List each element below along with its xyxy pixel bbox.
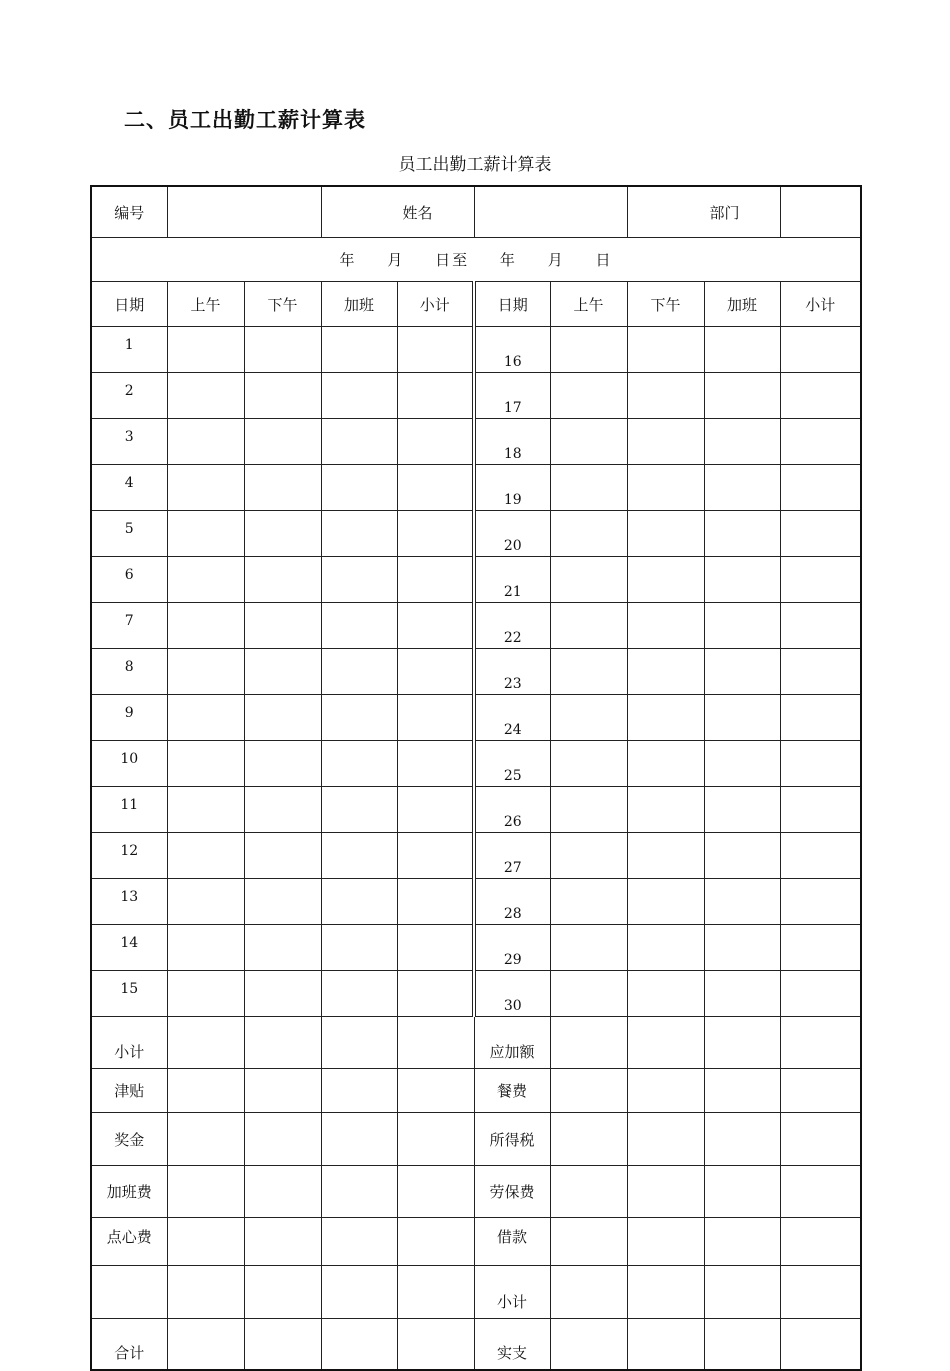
end-year: 年 (499, 251, 517, 269)
amount-cell[interactable] (321, 1166, 397, 1218)
hours-cell[interactable] (780, 465, 861, 511)
hours-cell[interactable] (780, 833, 861, 879)
hours-cell[interactable] (244, 465, 321, 511)
name-field[interactable] (474, 186, 627, 238)
day-number: 20 (474, 511, 550, 557)
amount-cell[interactable] (244, 1017, 321, 1069)
hours-cell[interactable] (167, 327, 244, 373)
amount-cell[interactable] (321, 1266, 397, 1319)
hours-cell[interactable] (321, 557, 397, 603)
id-field[interactable] (167, 186, 321, 238)
hours-cell[interactable] (627, 741, 704, 787)
amount-cell[interactable] (550, 1218, 627, 1266)
day-row (91, 327, 861, 373)
column-header: 日期 (91, 282, 167, 327)
hours-cell[interactable] (244, 833, 321, 879)
hours-cell[interactable] (704, 465, 780, 511)
hours-cell[interactable] (550, 373, 627, 419)
amount-cell[interactable] (550, 1017, 627, 1069)
hours-cell[interactable] (167, 649, 244, 695)
day-number: 18 (474, 419, 550, 465)
day-number: 16 (474, 327, 550, 373)
amount-cell[interactable] (704, 1218, 780, 1266)
hours-cell[interactable] (627, 327, 704, 373)
amount-cell[interactable] (704, 1017, 780, 1069)
day-number: 27 (474, 833, 550, 879)
hours-cell[interactable] (550, 603, 627, 649)
hours-cell[interactable] (550, 695, 627, 741)
day-row (91, 465, 861, 511)
summary-label: 合计 (91, 1319, 167, 1371)
hours-cell[interactable] (244, 925, 321, 971)
day-row (91, 373, 861, 419)
hours-cell[interactable] (627, 557, 704, 603)
amount-cell[interactable] (780, 1266, 861, 1319)
amount-cell[interactable] (321, 1319, 397, 1371)
dept-label: 部门 (627, 186, 780, 238)
hours-cell[interactable] (704, 649, 780, 695)
hours-cell[interactable] (397, 419, 474, 465)
hours-cell[interactable] (167, 695, 244, 741)
hours-cell[interactable] (704, 327, 780, 373)
id-label: 编号 (91, 186, 167, 238)
day-number: 24 (474, 695, 550, 741)
amount-cell[interactable] (704, 1113, 780, 1166)
amount-cell[interactable] (550, 1069, 627, 1113)
hours-cell[interactable] (780, 787, 861, 833)
hours-cell[interactable] (704, 925, 780, 971)
summary-row (91, 1166, 861, 1218)
day-number: 23 (474, 649, 550, 695)
hours-cell[interactable] (780, 879, 861, 925)
day-row (91, 971, 861, 1017)
day-number: 13 (91, 879, 167, 925)
hours-cell[interactable] (167, 787, 244, 833)
amount-cell[interactable] (704, 1319, 780, 1371)
summary-label: 餐费 (474, 1069, 550, 1113)
amount-cell[interactable] (627, 1017, 704, 1069)
day-row (91, 879, 861, 925)
summary-row (91, 1319, 861, 1371)
day-number: 4 (91, 465, 167, 511)
amount-cell[interactable] (321, 1017, 397, 1069)
amount-cell[interactable] (397, 1166, 474, 1218)
hours-cell[interactable] (321, 327, 397, 373)
amount-cell[interactable] (397, 1017, 474, 1069)
day-row (91, 603, 861, 649)
hours-cell[interactable] (780, 695, 861, 741)
hours-cell[interactable] (550, 419, 627, 465)
end-day: 日 (595, 251, 613, 269)
hours-cell[interactable] (167, 833, 244, 879)
date-range-row (91, 238, 861, 282)
day-number: 28 (474, 879, 550, 925)
summary-label: 加班费 (91, 1166, 167, 1218)
amount-cell[interactable] (397, 1266, 474, 1319)
amount-cell[interactable] (244, 1113, 321, 1166)
amount-cell[interactable] (397, 1218, 474, 1266)
hours-cell[interactable] (550, 327, 627, 373)
header-row (91, 186, 861, 238)
hours-cell[interactable] (627, 695, 704, 741)
hours-cell[interactable] (780, 419, 861, 465)
amount-cell[interactable] (780, 1319, 861, 1371)
day-number: 29 (474, 925, 550, 971)
amount-cell[interactable] (397, 1069, 474, 1113)
hours-cell[interactable] (704, 879, 780, 925)
summary-label: 所得税 (474, 1113, 550, 1166)
hours-cell[interactable] (244, 879, 321, 925)
hours-cell[interactable] (167, 741, 244, 787)
hours-cell[interactable] (397, 695, 474, 741)
hours-cell[interactable] (321, 879, 397, 925)
hours-cell[interactable] (704, 695, 780, 741)
hours-cell[interactable] (244, 511, 321, 557)
amount-cell[interactable] (627, 1069, 704, 1113)
amount-cell[interactable] (167, 1218, 244, 1266)
hours-cell[interactable] (321, 787, 397, 833)
hours-cell[interactable] (397, 833, 474, 879)
amount-cell[interactable] (627, 1266, 704, 1319)
hours-cell[interactable] (550, 557, 627, 603)
summary-label: 借款 (474, 1218, 550, 1266)
amount-cell[interactable] (244, 1319, 321, 1371)
column-header: 加班 (704, 282, 780, 327)
hours-cell[interactable] (627, 419, 704, 465)
summary-label (91, 1266, 167, 1319)
hours-cell[interactable] (780, 741, 861, 787)
summary-row (91, 1266, 861, 1319)
hours-cell[interactable] (321, 373, 397, 419)
hours-cell[interactable] (780, 649, 861, 695)
hours-cell[interactable] (550, 787, 627, 833)
hours-cell[interactable] (244, 557, 321, 603)
hours-cell[interactable] (321, 971, 397, 1017)
amount-cell[interactable] (244, 1266, 321, 1319)
hours-cell[interactable] (321, 741, 397, 787)
day-number: 11 (91, 787, 167, 833)
column-header-row (91, 282, 861, 327)
summary-label: 劳保费 (474, 1166, 550, 1218)
summary-row (91, 1113, 861, 1166)
summary-row (91, 1069, 861, 1113)
hours-cell[interactable] (704, 787, 780, 833)
hours-cell[interactable] (704, 833, 780, 879)
end-month: 月 (547, 251, 565, 269)
hours-cell[interactable] (397, 971, 474, 1017)
hours-cell[interactable] (780, 511, 861, 557)
hours-cell[interactable] (704, 373, 780, 419)
hours-cell[interactable] (321, 465, 397, 511)
summary-label: 应加额 (474, 1017, 550, 1069)
amount-cell[interactable] (780, 1017, 861, 1069)
hours-cell[interactable] (321, 833, 397, 879)
hours-cell[interactable] (397, 879, 474, 925)
amount-cell[interactable] (780, 1218, 861, 1266)
hours-cell[interactable] (244, 695, 321, 741)
day-number: 14 (91, 925, 167, 971)
hours-cell[interactable] (704, 511, 780, 557)
name-label: 姓名 (321, 186, 474, 238)
hours-cell[interactable] (627, 511, 704, 557)
hours-cell[interactable] (627, 925, 704, 971)
dept-field[interactable] (780, 186, 861, 238)
amount-cell[interactable] (321, 1113, 397, 1166)
day-number: 21 (474, 557, 550, 603)
day-row (91, 557, 861, 603)
hours-cell[interactable] (627, 879, 704, 925)
hours-cell[interactable] (627, 373, 704, 419)
hours-cell[interactable] (321, 649, 397, 695)
amount-cell[interactable] (550, 1166, 627, 1218)
hours-cell[interactable] (244, 787, 321, 833)
hours-cell[interactable] (167, 557, 244, 603)
amount-cell[interactable] (244, 1218, 321, 1266)
start-year: 年 (339, 251, 357, 269)
table-title: 员工出勤工薪计算表 (398, 155, 552, 175)
amount-cell[interactable] (704, 1166, 780, 1218)
start-month: 月 (387, 251, 405, 269)
payroll-table (90, 185, 862, 1371)
column-header: 上午 (550, 282, 627, 327)
amount-cell[interactable] (244, 1166, 321, 1218)
amount-cell[interactable] (627, 1319, 704, 1371)
hours-cell[interactable] (397, 511, 474, 557)
hours-cell[interactable] (244, 419, 321, 465)
day-number: 2 (91, 373, 167, 419)
day-number: 6 (91, 557, 167, 603)
hours-cell[interactable] (397, 327, 474, 373)
amount-cell[interactable] (321, 1218, 397, 1266)
amount-cell[interactable] (321, 1069, 397, 1113)
day-number: 30 (474, 971, 550, 1017)
hours-cell[interactable] (550, 649, 627, 695)
column-header: 加班 (321, 282, 397, 327)
hours-cell[interactable] (397, 557, 474, 603)
hours-cell[interactable] (244, 327, 321, 373)
hours-cell[interactable] (550, 741, 627, 787)
day-number: 1 (91, 327, 167, 373)
date-range[interactable] (91, 238, 861, 282)
hours-cell[interactable] (550, 465, 627, 511)
column-header: 小计 (397, 282, 474, 327)
summary-row (91, 1017, 861, 1069)
amount-cell[interactable] (550, 1113, 627, 1166)
hours-cell[interactable] (704, 557, 780, 603)
hours-cell[interactable] (397, 741, 474, 787)
hours-cell[interactable] (780, 603, 861, 649)
amount-cell[interactable] (627, 1218, 704, 1266)
section-heading: 二、员工出勤工薪计算表 (124, 108, 366, 132)
day-number: 15 (91, 971, 167, 1017)
summary-label: 小计 (91, 1017, 167, 1069)
day-row (91, 649, 861, 695)
hours-cell[interactable] (550, 925, 627, 971)
amount-cell[interactable] (167, 1266, 244, 1319)
hours-cell[interactable] (627, 603, 704, 649)
column-header: 下午 (627, 282, 704, 327)
day-number: 25 (474, 741, 550, 787)
hours-cell[interactable] (780, 971, 861, 1017)
summary-label: 奖金 (91, 1113, 167, 1166)
amount-cell[interactable] (244, 1069, 321, 1113)
hours-cell[interactable] (780, 557, 861, 603)
day-row (91, 419, 861, 465)
hours-cell[interactable] (397, 925, 474, 971)
hours-cell[interactable] (780, 925, 861, 971)
amount-cell[interactable] (704, 1069, 780, 1113)
hours-cell[interactable] (167, 603, 244, 649)
hours-cell[interactable] (627, 787, 704, 833)
hours-cell[interactable] (321, 511, 397, 557)
day-number: 12 (91, 833, 167, 879)
hours-cell[interactable] (244, 649, 321, 695)
amount-cell[interactable] (167, 1017, 244, 1069)
amount-cell[interactable] (167, 1319, 244, 1371)
hours-cell[interactable] (704, 603, 780, 649)
hours-cell[interactable] (167, 465, 244, 511)
hours-cell[interactable] (167, 879, 244, 925)
hours-cell[interactable] (627, 971, 704, 1017)
hours-cell[interactable] (167, 511, 244, 557)
day-row (91, 925, 861, 971)
hours-cell[interactable] (244, 373, 321, 419)
hours-cell[interactable] (397, 787, 474, 833)
hours-cell[interactable] (704, 419, 780, 465)
day-number: 3 (91, 419, 167, 465)
hours-cell[interactable] (627, 465, 704, 511)
day-number: 26 (474, 787, 550, 833)
day-row (91, 787, 861, 833)
column-header: 小计 (780, 282, 861, 327)
day-number: 9 (91, 695, 167, 741)
hours-cell[interactable] (167, 419, 244, 465)
amount-cell[interactable] (167, 1069, 244, 1113)
hours-cell[interactable] (550, 879, 627, 925)
day-number: 19 (474, 465, 550, 511)
day-row (91, 741, 861, 787)
column-header: 上午 (167, 282, 244, 327)
amount-cell[interactable] (397, 1319, 474, 1371)
hours-cell[interactable] (321, 695, 397, 741)
summary-label: 点心费 (91, 1218, 167, 1266)
summary-label: 小计 (474, 1266, 550, 1319)
day-row (91, 511, 861, 557)
hours-cell[interactable] (167, 971, 244, 1017)
amount-cell[interactable] (780, 1113, 861, 1166)
hours-cell[interactable] (397, 465, 474, 511)
hours-cell[interactable] (627, 649, 704, 695)
day-number: 8 (91, 649, 167, 695)
amount-cell[interactable] (704, 1266, 780, 1319)
hours-cell[interactable] (627, 833, 704, 879)
hours-cell[interactable] (244, 741, 321, 787)
summary-row (91, 1218, 861, 1266)
day-number: 17 (474, 373, 550, 419)
hours-cell[interactable] (244, 603, 321, 649)
day-number: 22 (474, 603, 550, 649)
column-header: 日期 (474, 282, 550, 327)
hours-cell[interactable] (550, 833, 627, 879)
day-number: 7 (91, 603, 167, 649)
column-header: 下午 (244, 282, 321, 327)
hours-cell[interactable] (780, 327, 861, 373)
amount-cell[interactable] (780, 1166, 861, 1218)
hours-cell[interactable] (780, 373, 861, 419)
hours-cell[interactable] (550, 971, 627, 1017)
amount-cell[interactable] (780, 1069, 861, 1113)
summary-label: 津贴 (91, 1069, 167, 1113)
hours-cell[interactable] (167, 373, 244, 419)
hours-cell[interactable] (167, 925, 244, 971)
day-number: 10 (91, 741, 167, 787)
hours-cell[interactable] (397, 603, 474, 649)
hours-cell[interactable] (704, 971, 780, 1017)
hours-cell[interactable] (244, 971, 321, 1017)
hours-cell[interactable] (550, 511, 627, 557)
day-number: 5 (91, 511, 167, 557)
hours-cell[interactable] (397, 373, 474, 419)
hours-cell[interactable] (321, 419, 397, 465)
summary-label: 实支 (474, 1319, 550, 1371)
amount-cell[interactable] (627, 1113, 704, 1166)
amount-cell[interactable] (550, 1319, 627, 1371)
day-row (91, 833, 861, 879)
amount-cell[interactable] (397, 1113, 474, 1166)
amount-cell[interactable] (550, 1266, 627, 1319)
hours-cell[interactable] (321, 603, 397, 649)
amount-cell[interactable] (167, 1166, 244, 1218)
amount-cell[interactable] (167, 1113, 244, 1166)
day-row (91, 695, 861, 741)
hours-cell[interactable] (704, 741, 780, 787)
amount-cell[interactable] (627, 1166, 704, 1218)
hours-cell[interactable] (321, 925, 397, 971)
start-day: 日至 (435, 251, 470, 269)
hours-cell[interactable] (397, 649, 474, 695)
